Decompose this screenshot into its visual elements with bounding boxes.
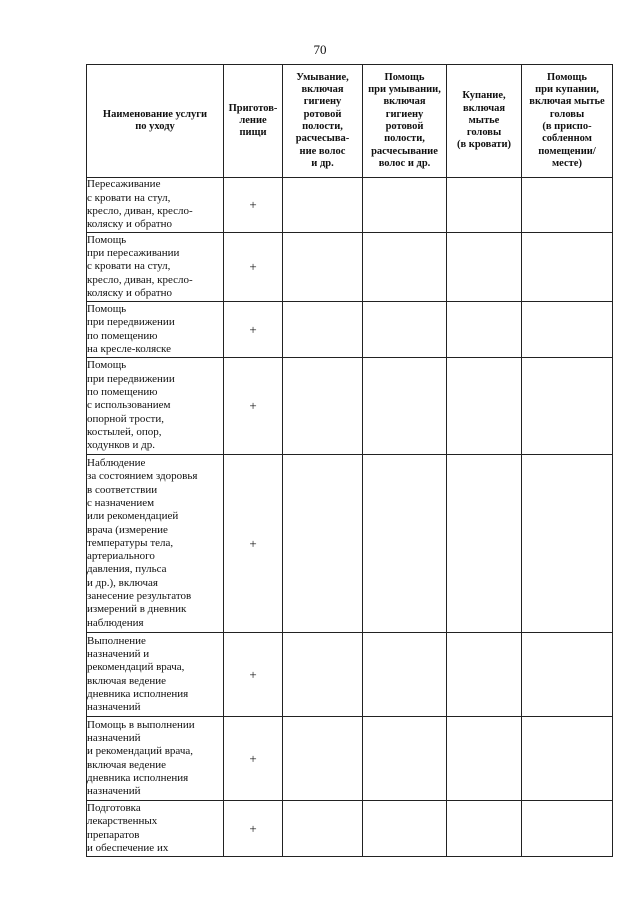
empty-cell (363, 801, 447, 857)
service-cell: Помощь при передвижении по помещению с использованием опорной трости, костылей, опор, ходунков и др. (87, 358, 224, 455)
service-cell: Наблюдение за состоянием здоровья в соответствии с назначением или рекомендацией врача (измерение температуры тела, артериального давления, пульса и др.), включая занесение результатов измерений в дневник наблюдения (87, 455, 224, 633)
empty-cell (522, 717, 613, 801)
table-row (87, 358, 613, 455)
cooking-mark: + (224, 178, 283, 233)
empty-cell (522, 358, 613, 455)
empty-cell (363, 633, 447, 717)
cooking-mark: + (224, 717, 283, 801)
service-cell: Помощь в выполнении назначений и рекомендаций врача, включая ведение дневника исполнения назначений (87, 717, 224, 801)
empty-cell (283, 455, 363, 633)
empty-cell (522, 302, 613, 358)
empty-cell (522, 178, 613, 233)
care-services-table (86, 64, 613, 857)
empty-cell (522, 233, 613, 302)
empty-cell (447, 717, 522, 801)
table-row (87, 801, 613, 857)
empty-cell (363, 178, 447, 233)
empty-cell (447, 178, 522, 233)
empty-cell (363, 455, 447, 633)
header-cooking: Приготов- ление пищи (224, 65, 283, 178)
header-bathing-help: Помощь при купании, включая мытье головы (в приспо- собленном помещении/ месте) (522, 65, 613, 178)
cooking-mark: + (224, 455, 283, 633)
empty-cell (522, 455, 613, 633)
empty-cell (363, 302, 447, 358)
empty-cell (447, 233, 522, 302)
cooking-mark: + (224, 801, 283, 857)
empty-cell (283, 302, 363, 358)
cooking-mark: + (224, 358, 283, 455)
empty-cell (522, 633, 613, 717)
empty-cell (283, 633, 363, 717)
empty-cell (283, 358, 363, 455)
table-row (87, 178, 613, 233)
empty-cell (283, 233, 363, 302)
cooking-mark: + (224, 302, 283, 358)
empty-cell (447, 358, 522, 455)
empty-cell (447, 455, 522, 633)
empty-cell (363, 717, 447, 801)
cooking-mark: + (224, 633, 283, 717)
cooking-mark: + (224, 233, 283, 302)
table-row (87, 717, 613, 801)
empty-cell (283, 178, 363, 233)
table-row (87, 233, 613, 302)
empty-cell (363, 358, 447, 455)
header-bathing-bed: Купание, включая мытье головы (в кровати) (447, 65, 522, 178)
empty-cell (283, 717, 363, 801)
service-cell: Помощь при пересаживании с кровати на стул, кресло, диван, кресло- коляску и обратно (87, 233, 224, 302)
empty-cell (363, 233, 447, 302)
empty-cell (283, 801, 363, 857)
empty-cell (447, 633, 522, 717)
table-header-row (87, 65, 613, 178)
table-row (87, 455, 613, 633)
service-cell: Пересаживание с кровати на стул, кресло, диван, кресло- коляску и обратно (87, 178, 224, 233)
service-cell: Выполнение назначений и рекомендаций врача, включая ведение дневника исполнения назначений (87, 633, 224, 717)
empty-cell (447, 801, 522, 857)
page-number: 70 (313, 42, 327, 57)
header-washing: Умывание, включая гигиену ротовой полости, расчесыва- ние волос и др. (283, 65, 363, 178)
service-cell: Помощь при передвижении по помещению на кресле-коляске (87, 302, 224, 358)
header-service-name: Наименование услуги по уходу (87, 65, 224, 178)
table-row (87, 302, 613, 358)
service-cell: Подготовка лекарственных препаратов и обеспечение их (87, 801, 224, 857)
table-row (87, 633, 613, 717)
empty-cell (447, 302, 522, 358)
header-washing-help: Помощь при умывании, включая гигиену ротовой полости, расчесывание волос и др. (363, 65, 447, 178)
empty-cell (522, 801, 613, 857)
